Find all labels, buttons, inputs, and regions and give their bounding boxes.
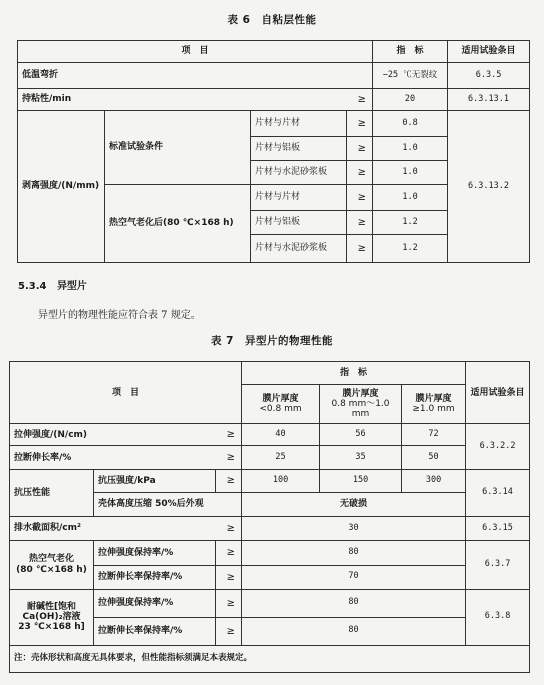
alkali-label: 耐碱性[饱和 Ca(OH)₂溶液 23 ℃×168 h] xyxy=(10,589,94,645)
table6-header-clause: 适用试验条目 xyxy=(448,41,530,63)
ge-symbol: ≥ xyxy=(216,470,242,493)
peel-label: 剥离强度/(N/mm) xyxy=(18,111,105,263)
alkali-sub: 拉伸强度保持率/% xyxy=(94,589,216,617)
ge-symbol: ≥ xyxy=(216,617,242,645)
table7-header-indicator: 指 标 xyxy=(242,362,466,385)
ge-symbol: ≥ xyxy=(216,565,242,589)
table-row xyxy=(18,89,530,111)
table6-caption: 表 6 自粘层性能 xyxy=(227,14,317,26)
value-thick: 72 xyxy=(402,424,466,446)
value-mid: 150 xyxy=(320,470,402,493)
header-thickness-thin: 膜片厚度 <0.8 mm xyxy=(242,384,320,424)
row-clause: 6.3.5 xyxy=(448,63,530,89)
shell-value: 无破损 xyxy=(242,493,466,517)
row-clause: 6.3.2.2 xyxy=(466,424,530,470)
compress-label: 抗压性能 xyxy=(10,470,94,517)
table7-header-row xyxy=(10,362,530,385)
section-heading xyxy=(18,277,87,292)
peel-clause: 6.3.13.2 xyxy=(448,111,530,263)
peel-sub: 片材与水泥砂浆板 xyxy=(251,161,347,185)
peel-sub: 片材与铝板 xyxy=(251,137,347,161)
row-label: 拉伸强度/(N/cm) xyxy=(10,424,216,446)
ge-symbol: ≥ xyxy=(347,161,373,185)
compress-sub: 壳体高度压缩 50%后外观 xyxy=(94,493,242,517)
peel-value: 1.0 xyxy=(373,137,448,161)
row-clause: 6.3.7 xyxy=(466,540,530,589)
section-paragraph: 异型片的物理性能应符合表 7 规定。 xyxy=(38,310,201,321)
ge-symbol: ≥ xyxy=(347,211,373,235)
table-row xyxy=(10,424,530,446)
row-value: 20 xyxy=(373,89,448,111)
row-clause: 6.3.13.1 xyxy=(448,89,530,111)
row-label: 低温弯折 xyxy=(18,63,373,89)
table-note-row xyxy=(10,645,530,672)
aging-value: 70 xyxy=(242,565,466,589)
section-number: 5.3.4 xyxy=(18,281,47,292)
ge-symbol: ≥ xyxy=(216,446,242,470)
peel-value: 0.8 xyxy=(373,111,448,137)
table7-caption: 表 7 异型片的物理性能 xyxy=(211,335,333,347)
peel-value: 1.2 xyxy=(373,211,448,235)
aging-label: 热空气老化 (80 ℃×168 h) xyxy=(10,540,94,589)
peel-value: 1.0 xyxy=(373,161,448,185)
row-label: 持粘性/min xyxy=(18,89,347,111)
table6 xyxy=(17,40,530,263)
row-label: 拉断伸长率/% xyxy=(10,446,216,470)
ge-symbol: ≥ xyxy=(347,111,373,137)
table-row xyxy=(10,470,530,493)
peel-sub: 片材与水泥砂浆板 xyxy=(251,235,347,263)
alkali-sub: 拉断伸长率保持率/% xyxy=(94,617,216,645)
row-clause: 6.3.14 xyxy=(466,470,530,517)
table-row xyxy=(18,63,530,89)
aging-sub: 拉伸强度保持率/% xyxy=(94,540,216,565)
ge-symbol: ≥ xyxy=(347,89,373,111)
aging-sub: 拉断伸长率保持率/% xyxy=(94,565,216,589)
section-title: 异型片 xyxy=(56,281,87,292)
aging-value: 80 xyxy=(242,540,466,565)
ge-symbol: ≥ xyxy=(347,185,373,211)
table-row xyxy=(10,446,530,470)
table6-header-row xyxy=(18,41,530,63)
table-row xyxy=(10,540,530,565)
peel-sub: 片材与铝板 xyxy=(251,211,347,235)
table-row xyxy=(18,111,530,137)
value-thin: 100 xyxy=(242,470,320,493)
row-label: 排水截面积/cm² xyxy=(10,516,216,540)
ge-symbol: ≥ xyxy=(347,235,373,263)
value-thick: 300 xyxy=(402,470,466,493)
ge-symbol: ≥ xyxy=(216,516,242,540)
row-clause: 6.3.15 xyxy=(466,516,530,540)
alkali-value: 80 xyxy=(242,589,466,617)
peel-group-aged: 热空气老化后(80 ℃×168 h) xyxy=(105,185,251,263)
row-value: −25 ℃无裂纹 xyxy=(373,63,448,89)
peel-sub: 片材与片材 xyxy=(251,111,347,137)
drain-value: 30 xyxy=(242,516,466,540)
compress-sub: 抗压强度/kPa xyxy=(94,470,216,493)
header-thickness-thick: 膜片厚度 ≥1.0 mm xyxy=(402,384,466,424)
table7-header-item: 项 目 xyxy=(10,362,242,424)
peel-group-standard: 标准试验条件 xyxy=(105,111,251,185)
ge-symbol: ≥ xyxy=(216,589,242,617)
header-thickness-mid: 膜片厚度 0.8 mm～1.0 mm xyxy=(320,384,402,424)
table7-header-clause: 适用试验条目 xyxy=(466,362,530,424)
table7-note: 注：壳体形状和高度无具体要求，但性能指标须满足本表规定。 xyxy=(10,645,530,672)
value-thin: 40 xyxy=(242,424,320,446)
alkali-value: 80 xyxy=(242,617,466,645)
peel-sub: 片材与片材 xyxy=(251,185,347,211)
table6-header-item: 项 目 xyxy=(18,41,373,63)
value-mid: 35 xyxy=(320,446,402,470)
ge-symbol: ≥ xyxy=(347,137,373,161)
row-clause: 6.3.8 xyxy=(466,589,530,645)
ge-symbol: ≥ xyxy=(216,424,242,446)
peel-value: 1.0 xyxy=(373,185,448,211)
table-row xyxy=(10,516,530,540)
value-mid: 56 xyxy=(320,424,402,446)
value-thin: 25 xyxy=(242,446,320,470)
peel-value: 1.2 xyxy=(373,235,448,263)
table6-header-indicator: 指 标 xyxy=(373,41,448,63)
table-row xyxy=(10,589,530,617)
ge-symbol: ≥ xyxy=(216,540,242,565)
value-thick: 50 xyxy=(402,446,466,470)
table7 xyxy=(9,361,530,673)
